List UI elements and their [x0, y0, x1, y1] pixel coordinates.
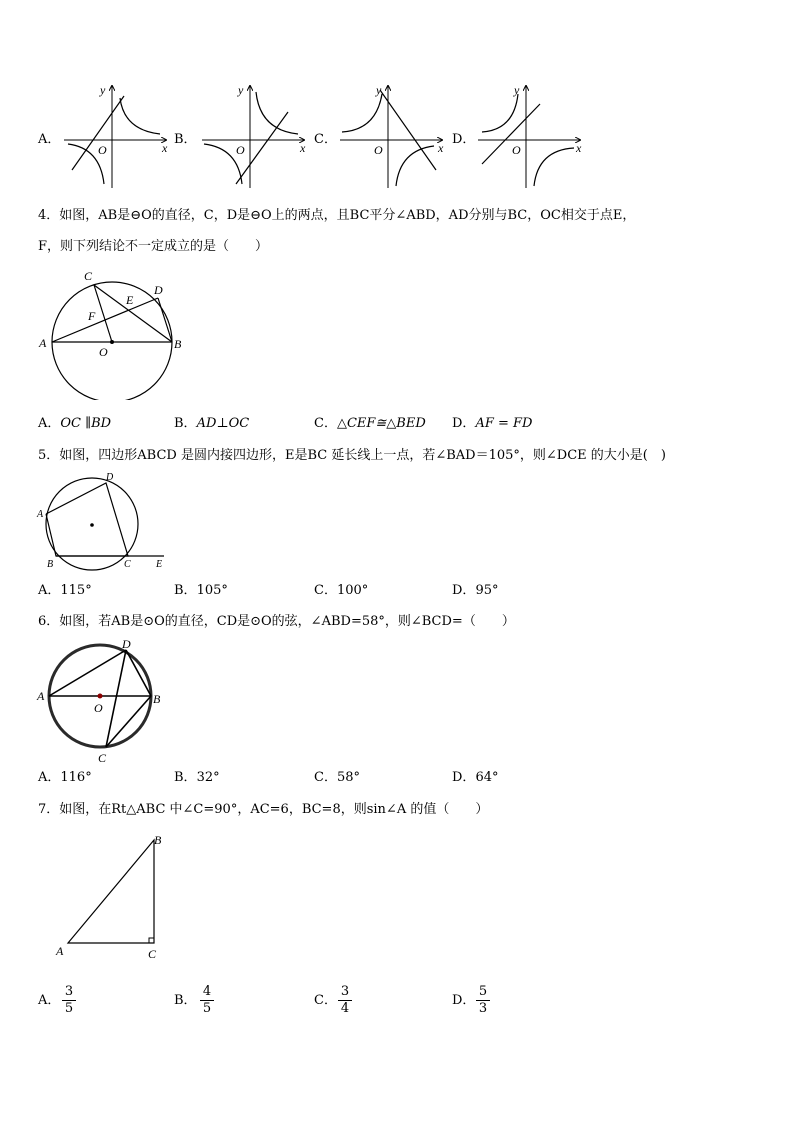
- numerator: 3: [338, 984, 352, 1001]
- label-c: C: [84, 269, 93, 283]
- q7-stem: 7．如图，在Rt△ABC 中∠C=90°，AC=6，BC=8，则sin∠A 的值（ ）: [38, 802, 489, 817]
- q3-graph-a: [58, 80, 178, 192]
- label-c: C: [98, 751, 107, 765]
- q3-option-b-label[interactable]: B．: [174, 132, 197, 147]
- q4-stem-line1: 4．如图，AB是⊖O的直径，C，D是⊖O上的两点，且BC平分∠ABD，AD分别与BC，OC相交于点E，: [38, 208, 636, 223]
- option-label: C．: [314, 583, 337, 598]
- label-d: D: [154, 283, 163, 297]
- option-label: C．: [314, 770, 337, 785]
- hyperbola-branch: [482, 94, 518, 132]
- label-a: A: [37, 689, 45, 703]
- label-b: B: [154, 833, 162, 847]
- q3-graph-c: [334, 80, 454, 192]
- q7-option-b-fraction: [200, 984, 214, 1017]
- hyperbola-branch: [534, 148, 574, 186]
- q7-option-d-fraction: [476, 984, 490, 1017]
- denominator: 3: [478, 1001, 488, 1016]
- quadrilateral-abcd: [46, 483, 128, 556]
- q7-option-a-fraction: [62, 984, 76, 1017]
- label-b: B: [153, 692, 161, 706]
- label-e: E: [126, 293, 134, 307]
- option-text: 58°: [336, 770, 360, 785]
- chord-dc: [106, 650, 126, 747]
- q3-graph-b: [196, 80, 316, 192]
- q3-graph-d: [472, 80, 592, 192]
- option-label: C．: [314, 416, 337, 431]
- option-text: AD⊥OC: [196, 416, 250, 431]
- label-b: B: [47, 559, 54, 570]
- hyperbola-branch: [120, 98, 160, 134]
- center-dot: [110, 340, 114, 344]
- denominator: 4: [340, 1001, 350, 1016]
- q5-option-b[interactable]: [174, 582, 228, 600]
- q3-option-d-label[interactable]: D．: [452, 132, 476, 147]
- option-text: 105°: [196, 583, 228, 598]
- y-label: y: [514, 83, 520, 97]
- q6-option-b[interactable]: [174, 769, 220, 787]
- segment-oc: [94, 285, 112, 342]
- numerator: 5: [476, 984, 490, 1001]
- q7-option-d-label[interactable]: D．: [452, 993, 476, 1008]
- label-c: C: [148, 947, 157, 961]
- option-text: △CEF≅△BED: [336, 416, 426, 431]
- hyperbola-branch: [256, 92, 298, 134]
- q7-option-c-label[interactable]: C．: [314, 993, 337, 1008]
- option-label: B．: [174, 770, 197, 785]
- option-label: D．: [452, 416, 476, 431]
- label-a: A: [37, 509, 44, 520]
- q4-figure: [34, 266, 194, 400]
- option-label: D．: [452, 583, 476, 598]
- option-label: A．: [38, 583, 61, 598]
- label-a: A: [39, 336, 47, 350]
- q4-option-b[interactable]: [174, 415, 249, 433]
- option-text: AF = FD: [475, 416, 533, 431]
- option-label: B．: [174, 416, 197, 431]
- origin-label: O: [374, 143, 383, 157]
- option-text: OC ∥BD: [60, 416, 112, 431]
- q6-option-d[interactable]: [452, 769, 498, 787]
- hyperbola-branch: [342, 94, 382, 132]
- label-d: D: [106, 472, 114, 483]
- q4-option-a[interactable]: [38, 415, 111, 433]
- line: [482, 104, 540, 164]
- q5-option-a[interactable]: [38, 582, 92, 600]
- denominator: 5: [202, 1001, 212, 1016]
- label-d: D: [122, 637, 131, 651]
- q7-option-c-fraction: [338, 984, 352, 1017]
- q7-option-b-label[interactable]: B．: [174, 993, 197, 1008]
- q7-option-a-label[interactable]: A．: [38, 993, 61, 1008]
- numerator: 4: [200, 984, 214, 1001]
- option-text: 64°: [475, 770, 499, 785]
- center-dot: [90, 523, 94, 527]
- y-label: y: [376, 83, 382, 97]
- q4-stem-line2: F，则下列结论不一定成立的是（ ）: [38, 239, 269, 254]
- option-text: 95°: [475, 583, 499, 598]
- center-dot: [98, 694, 103, 699]
- x-label: x: [162, 141, 168, 155]
- q4-option-d[interactable]: [452, 415, 532, 433]
- triangle-abc: [68, 840, 154, 943]
- line: [72, 96, 124, 170]
- origin-label: O: [98, 143, 107, 157]
- q3-option-c-label[interactable]: C．: [314, 132, 337, 147]
- x-label: x: [576, 141, 582, 155]
- label-c: C: [124, 559, 131, 570]
- denominator: 5: [64, 1001, 74, 1016]
- q5-stem: 5．如图，四边形ABCD 是圆内接四边形，E是BC 延长线上一点，若∠BAD＝105°，则∠DCE 的大小是( ): [38, 448, 666, 463]
- q6-figure: [34, 634, 168, 768]
- q5-figure: [34, 470, 174, 572]
- option-label: A．: [38, 416, 61, 431]
- option-label: A．: [38, 770, 61, 785]
- origin-label: O: [512, 143, 521, 157]
- option-text: 32°: [196, 770, 220, 785]
- label-a: A: [56, 944, 64, 958]
- x-label: x: [438, 141, 444, 155]
- label-e: E: [156, 559, 163, 570]
- chord-ad: [49, 650, 126, 696]
- option-text: 100°: [336, 583, 369, 598]
- y-label: y: [238, 83, 244, 97]
- option-label: B．: [174, 583, 197, 598]
- label-o: O: [94, 701, 103, 715]
- chord-db: [158, 298, 172, 342]
- q4-option-c[interactable]: [314, 415, 426, 433]
- option-text: 116°: [60, 770, 92, 785]
- chord-db: [126, 650, 151, 696]
- option-text: 115°: [60, 583, 92, 598]
- right-angle-mark: [149, 938, 154, 943]
- q6-stem: 6．如图，若AB是⊙O的直径，CD是⊙O的弦，∠ABD=58°，则∠BCD=（ ）: [38, 614, 515, 629]
- hyperbola-branch: [396, 146, 434, 186]
- label-b: B: [174, 337, 182, 351]
- q5-option-c[interactable]: [314, 582, 368, 600]
- option-label: D．: [452, 770, 476, 785]
- x-label: x: [300, 141, 306, 155]
- label-f: F: [88, 309, 96, 323]
- y-label: y: [100, 83, 106, 97]
- label-o: O: [99, 345, 108, 359]
- numerator: 3: [62, 984, 76, 1001]
- origin-label: O: [236, 143, 245, 157]
- q7-figure: [54, 830, 174, 962]
- q5-option-d[interactable]: [452, 582, 498, 600]
- q3-option-a-label[interactable]: A．: [38, 132, 61, 147]
- q6-option-c[interactable]: [314, 769, 360, 787]
- q6-option-a[interactable]: [38, 769, 92, 787]
